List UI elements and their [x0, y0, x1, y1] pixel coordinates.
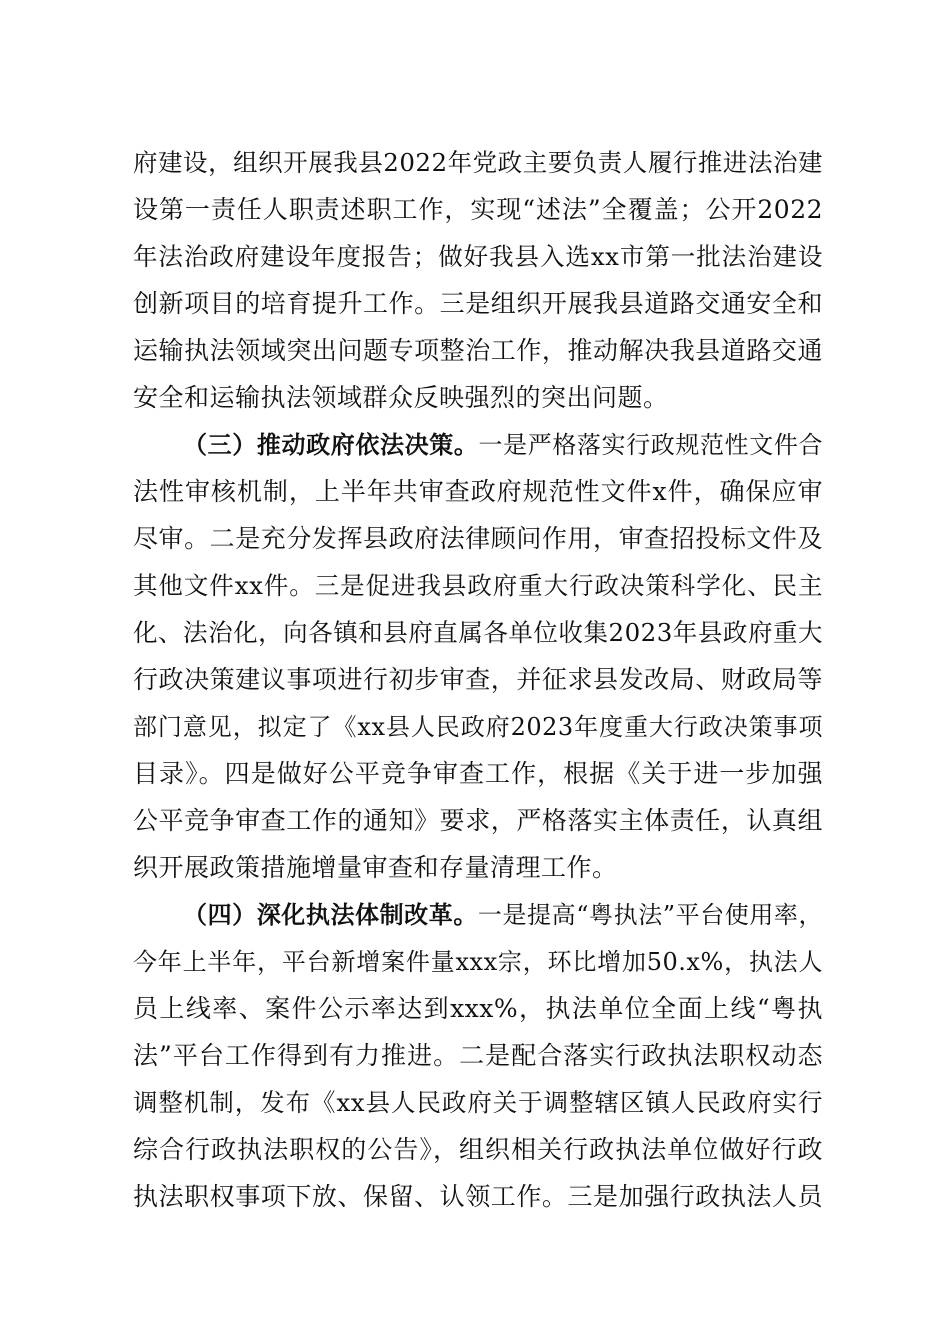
paragraph-2-first-line-text: 一是严格落实行政规范性文件合 — [478, 431, 824, 459]
section-heading-3: （三）推动政府依法决策。 — [183, 430, 479, 459]
paragraph-1-line-2: 设第一责任人职责述职工作，实现“述法”全覆盖；公开2022 — [133, 195, 823, 224]
paragraph-3-line-2: 今年上半年，平台新增案件量xxx宗，环比增加50.x%，执法人 — [133, 948, 823, 976]
paragraph-1-line-6: 安全和运输执法领域群众反映强烈的突出问题。 — [133, 383, 669, 412]
paragraph-3-line-5: 调整机制，发布《xx县人民政府关于调整辖区镇人民政府实行 — [133, 1088, 823, 1117]
paragraph-2-line-1 — [183, 425, 823, 465]
paragraph-3-line-1 — [183, 895, 823, 935]
paragraph-1-line-4: 创新项目的培育提升工作。三是组织开展我县道路交通安全和 — [133, 289, 823, 318]
paragraph-3-first-line-text: 一是提高“粤执法”平台使用率， — [477, 901, 823, 929]
paragraph-1-line-3: 年法治政府建设年度报告；做好我县入选xx市第一批法治建设 — [133, 242, 823, 271]
paragraph-2-line-3: 尽审。二是充分发挥县政府法律顾问作用，审查招投标文件及 — [133, 524, 823, 553]
paragraph-2-line-5: 化、法治化，向各镇和县府直属各单位收集2023年县政府重大 — [133, 618, 823, 647]
paragraph-1-line-1: 府建设，组织开展我县2022年党政主要负责人履行推进法治建 — [133, 148, 823, 177]
paragraph-3-line-6: 综合行政执法职权的公告》，组织相关行政执法单位做好行政 — [133, 1135, 823, 1164]
paragraph-2-line-4: 其他文件xx件。三是促进我县政府重大行政决策科学化、民主 — [133, 571, 823, 600]
paragraph-2-line-9: 公平竞争审查工作的通知》要求，严格落实主体责任，认真组 — [133, 806, 823, 835]
paragraph-3-line-4: 法”平台工作得到有力推进。二是配合落实行政执法职权动态 — [133, 1041, 823, 1070]
paragraph-2-line-2: 法性审核机制，上半年共审查政府规范性文件x件，确保应审 — [133, 477, 823, 506]
paragraph-2-line-7: 部门意见，拟定了《xx县人民政府2023年度重大行政决策事项 — [133, 713, 823, 741]
paragraph-2-line-10: 织开展政策措施增量审查和存量清理工作。 — [133, 853, 618, 882]
paragraph-3-line-3: 员上线率、案件公示率达到xxx%，执法单位全面上线“粤执 — [133, 994, 823, 1023]
section-heading-4: （四）深化执法体制改革。 — [183, 900, 478, 929]
paragraph-2-line-8: 目录》。四是做好公平竞争审查工作，根据《关于进一步加强 — [133, 759, 823, 788]
paragraph-1-line-5: 运输执法领域突出问题专项整治工作，推动解决我县道路交通 — [133, 336, 823, 365]
paragraph-3-line-7: 执法职权事项下放、保留、认领工作。三是加强行政执法人员 — [133, 1182, 823, 1211]
paragraph-2-line-6: 行政决策建议事项进行初步审查，并征求县发改局、财政局等 — [133, 665, 823, 694]
